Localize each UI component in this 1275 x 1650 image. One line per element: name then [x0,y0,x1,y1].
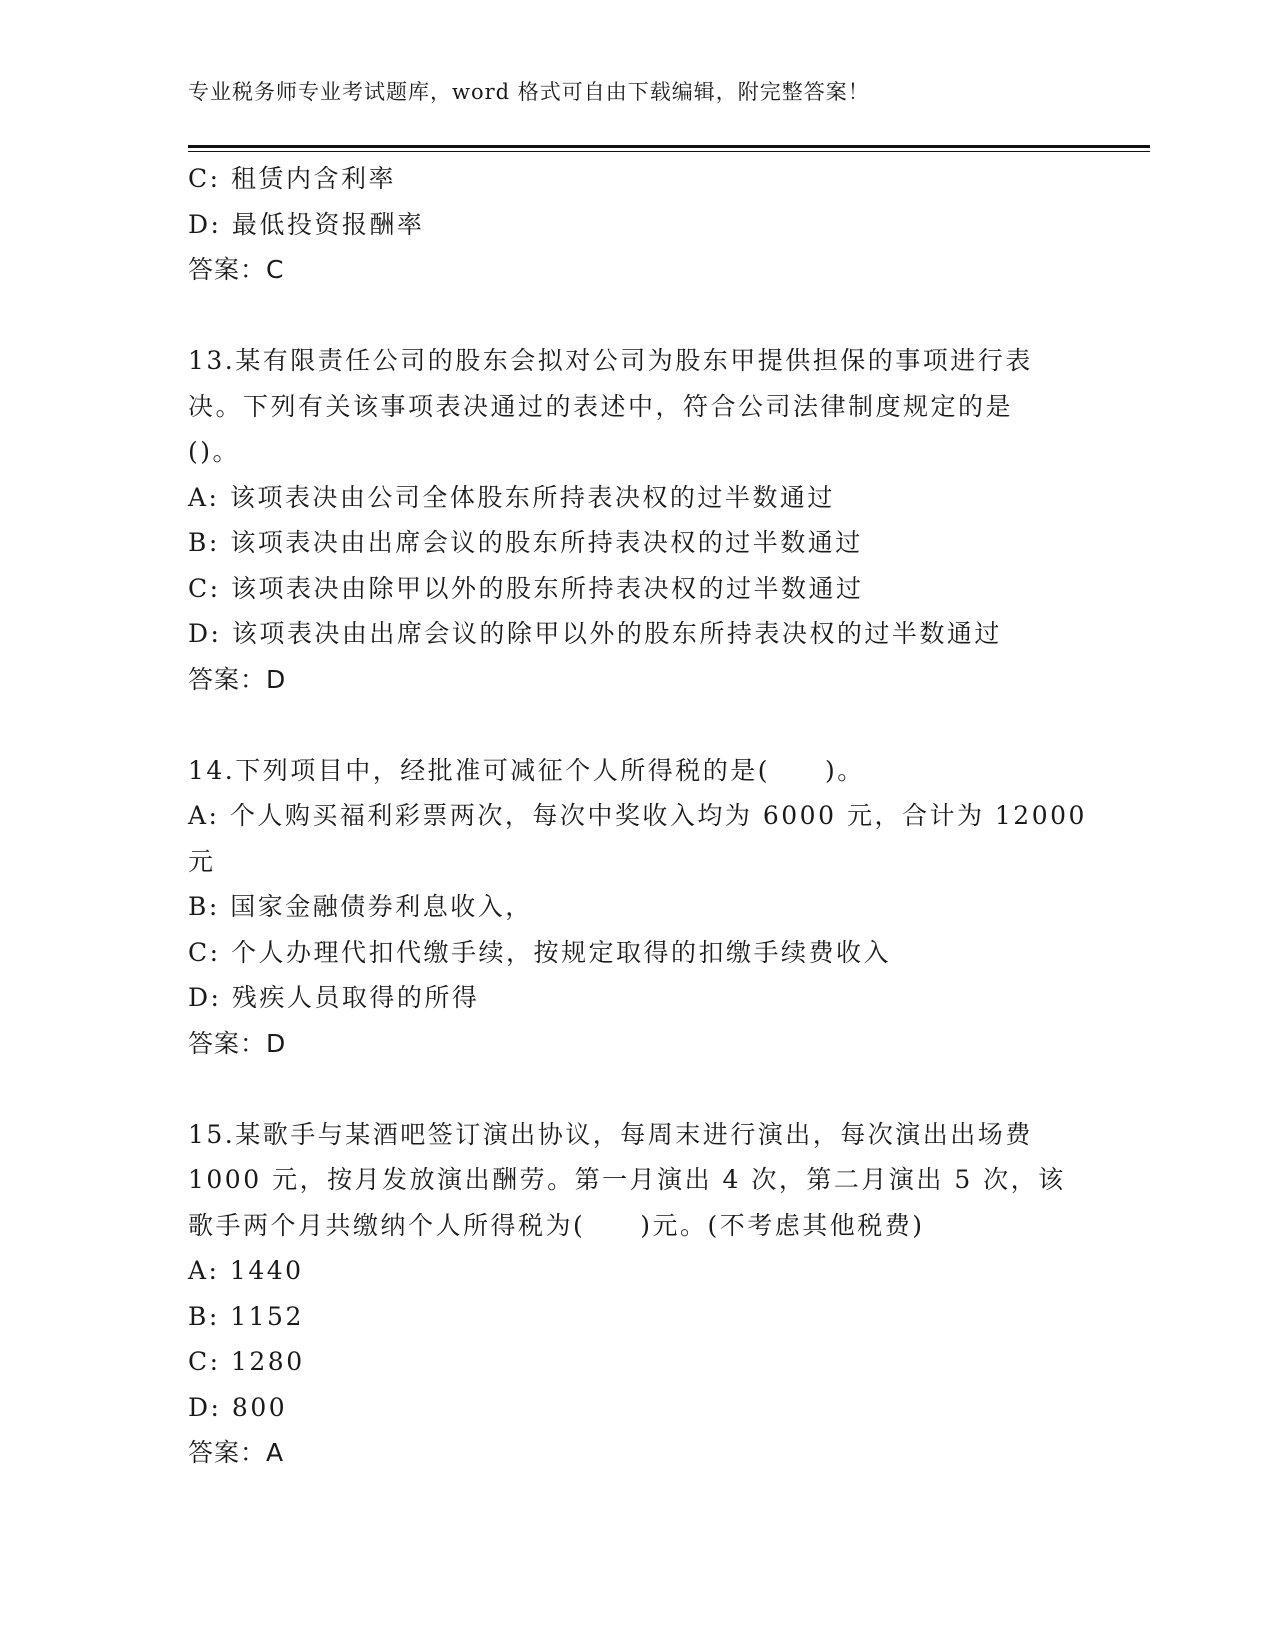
option-b: B: 国家金融债券利息收入， [188,892,533,921]
option-c: C: 1280 [188,1347,305,1376]
answer: 答案：A [188,1438,285,1467]
question-stem: 13.某有限责任公司的股东会拟对公司为股东甲提供担保的事项进行表 [188,346,1033,375]
header-rule-thick [188,145,1150,148]
answer: 答案：D [188,1028,287,1058]
question-stem: 1000 元，按月发放演出酬劳。第一月演出 4 次，第二月演出 5 次，该 [188,1165,1066,1194]
spacer [188,1066,1088,1112]
option-b: B: 1152 [188,1301,304,1331]
question-stem: 决。下列有关该事项表决通过的表述中，符合公司法律制度规定的是 [188,391,1014,421]
question-13 [188,338,1088,702]
option-d: D: 最低投资报酬率 [188,209,425,239]
option-d: D: 800 [188,1392,288,1422]
option-a: A: 该项表决由公司全体股东所持表决权的过半数通过 [188,482,835,512]
option-d: D: 残疾人员取得的所得 [188,983,480,1012]
question-stem: 歌手两个月共缴纳个人所得税为( )元。(不考虑其他税费) [188,1210,925,1240]
header-rule-thin [188,151,1150,152]
answer: 答案：C [188,255,285,284]
option-b: B: 该项表决由出席会议的股东所持表决权的过半数通过 [188,528,863,557]
question-15 [188,1112,1088,1476]
spacer [188,293,1088,339]
option-c: C: 租赁内含利率 [188,164,396,193]
option-a-continued: 元 [188,846,216,876]
page-header: 专业税务师专业考试题库，word 格式可自由下载编辑，附完整答案！ [188,80,870,104]
question-stem: ()。 [188,437,241,466]
question-stem: 14.下列项目中，经批准可减征个人所得税的是( )。 [188,755,865,785]
answer: 答案：D [188,664,287,694]
document-content [188,156,1088,1476]
question-stem: 15.某歌手与某酒吧签订演出协议，每周末进行演出，每次演出出场费 [188,1119,1033,1149]
option-a: A: 1440 [188,1256,304,1285]
spacer [188,702,1088,748]
option-a: A: 个人购买福利彩票两次，每次中奖收入均为 6000 元，合计为 12000 [188,801,1087,830]
question-14 [188,748,1088,1067]
option-d: D: 该项表决由出席会议的除甲以外的股东所持表决权的过半数通过 [188,619,1002,648]
option-c: C: 个人办理代扣代缴手续，按规定取得的扣缴手续费收入 [188,937,892,967]
option-c: C: 该项表决由除甲以外的股东所持表决权的过半数通过 [188,573,864,603]
